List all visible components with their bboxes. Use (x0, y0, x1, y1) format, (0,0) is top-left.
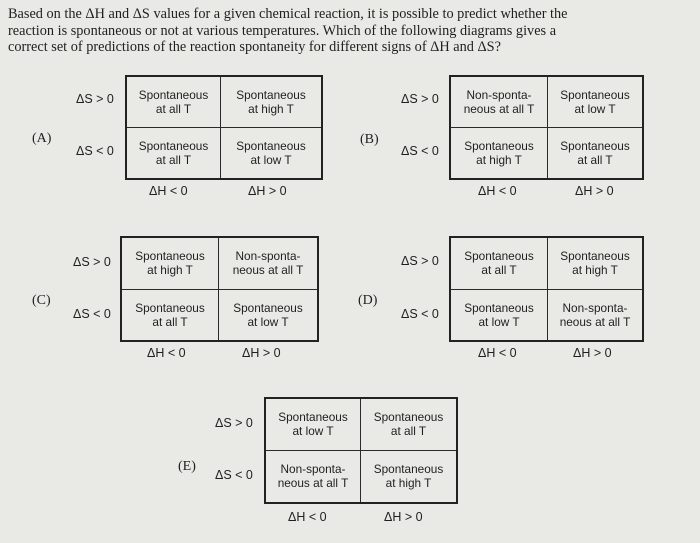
option-label: (D) (358, 293, 378, 308)
grid-cell: Spontaneous at high T (450, 127, 548, 179)
col-label-dh-negative: ΔH < 0 (478, 184, 517, 198)
row-label-ds-negative: ΔS < 0 (76, 144, 114, 158)
spontaneity-grid (449, 236, 644, 342)
grid-cell: Spontaneous at all T (126, 76, 221, 127)
option-label: (A) (32, 131, 52, 146)
grid-cell: Spontaneous at low T (548, 76, 644, 127)
col-label-dh-positive: ΔH > 0 (575, 184, 614, 198)
grid-cell: Spontaneous at all T (450, 237, 548, 289)
grid-cell: Non-sponta- neous at all T (548, 289, 644, 341)
option-label: (E) (178, 459, 196, 474)
col-label-dh-negative: ΔH < 0 (478, 346, 517, 360)
grid-cell: Spontaneous at all T (548, 127, 644, 179)
col-label-dh-positive: ΔH > 0 (248, 184, 287, 198)
spontaneity-grid (264, 397, 458, 504)
grid-cell: Spontaneous at all T (121, 289, 219, 341)
question-text (8, 6, 688, 56)
grid-cell: Spontaneous at low T (219, 289, 319, 341)
question-line-1: Based on the ΔH and ΔS values for a given chemical reaction, it is possible to predict whether the (8, 6, 568, 22)
grid-cell: Spontaneous at low T (450, 289, 548, 341)
grid-cell: Spontaneous at high T (121, 237, 219, 289)
row-label-ds-positive: ΔS > 0 (401, 92, 439, 106)
grid-cell: Spontaneous at high T (361, 450, 458, 503)
grid-cell: Non-sponta- neous at all T (219, 237, 319, 289)
grid-cell: Spontaneous at high T (221, 76, 323, 127)
col-label-dh-positive: ΔH > 0 (242, 346, 281, 360)
option-label: (B) (360, 132, 379, 147)
option-label: (C) (32, 293, 51, 308)
spontaneity-grid (449, 75, 644, 180)
grid-cell: Non-sponta- neous at all T (450, 76, 548, 127)
row-label-ds-positive: ΔS > 0 (215, 416, 253, 430)
grid-cell: Spontaneous at low T (265, 398, 361, 450)
row-label-ds-negative: ΔS < 0 (401, 307, 439, 321)
row-label-ds-negative: ΔS < 0 (401, 144, 439, 158)
col-label-dh-positive: ΔH > 0 (573, 346, 612, 360)
col-label-dh-negative: ΔH < 0 (288, 510, 327, 524)
col-label-dh-positive: ΔH > 0 (384, 510, 423, 524)
spontaneity-grid (125, 75, 323, 180)
grid-cell: Spontaneous at all T (126, 127, 221, 179)
grid-cell: Spontaneous at low T (221, 127, 323, 179)
row-label-ds-negative: ΔS < 0 (73, 307, 111, 321)
col-label-dh-negative: ΔH < 0 (149, 184, 188, 198)
question-line-3: correct set of predictions of the reaction spontaneity for different signs of ΔH and ΔS? (8, 39, 501, 55)
row-label-ds-positive: ΔS > 0 (401, 254, 439, 268)
col-label-dh-negative: ΔH < 0 (147, 346, 186, 360)
row-label-ds-positive: ΔS > 0 (76, 92, 114, 106)
grid-cell: Spontaneous at all T (361, 398, 458, 450)
row-label-ds-negative: ΔS < 0 (215, 468, 253, 482)
grid-cell: Non-sponta- neous at all T (265, 450, 361, 503)
spontaneity-grid (120, 236, 319, 342)
grid-cell: Spontaneous at high T (548, 237, 644, 289)
question-line-2: reaction is spontaneous or not at various temperatures. Which of the following diagrams gives a (8, 22, 557, 39)
row-label-ds-positive: ΔS > 0 (73, 255, 111, 269)
